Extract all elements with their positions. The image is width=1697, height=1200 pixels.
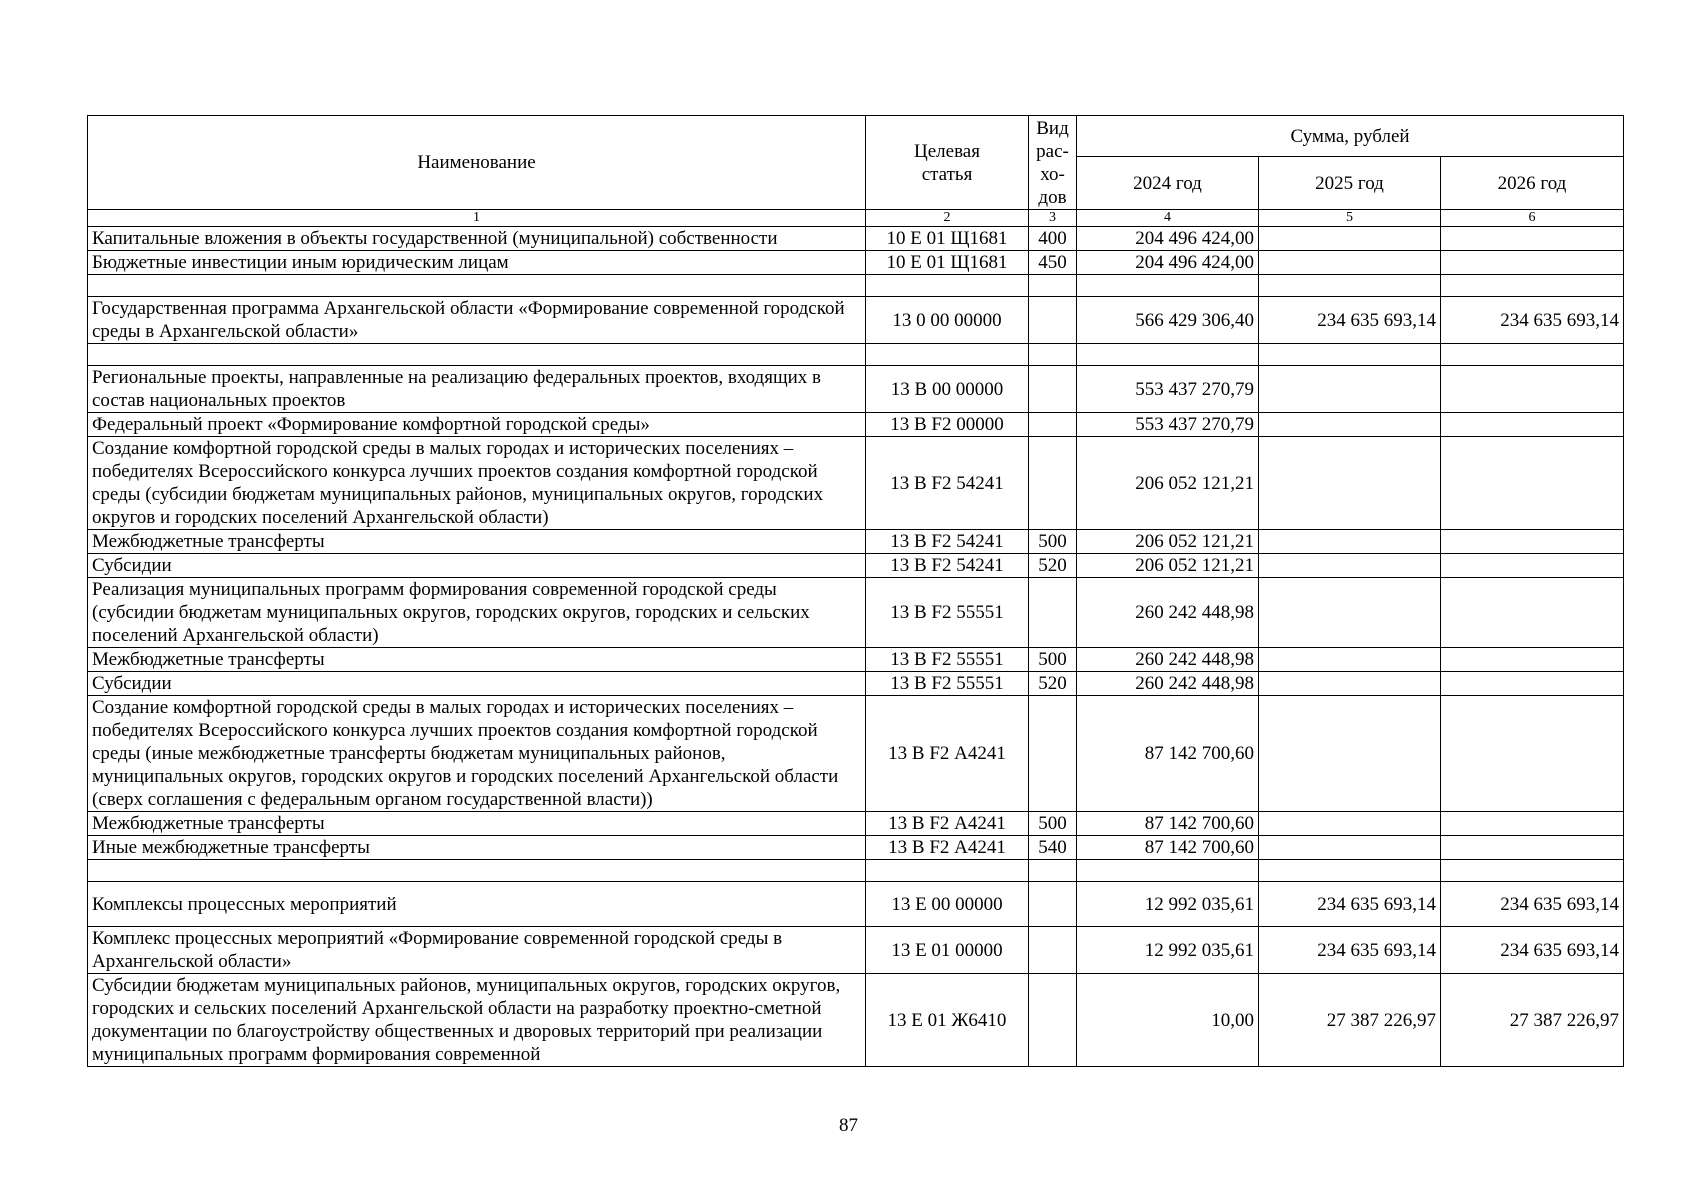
cell-expense-type [1029, 437, 1077, 530]
cell-sum-2026 [1441, 344, 1624, 366]
cell-sum-2025: 27 387 226,97 [1259, 974, 1441, 1067]
cell-sum-2026 [1441, 413, 1624, 437]
table-row [88, 648, 1624, 672]
cell-sum-2025 [1259, 648, 1441, 672]
cell-sum-2026 [1441, 227, 1624, 251]
cell-sum-2024: 204 496 424,00 [1077, 251, 1259, 275]
cell-sum-2025 [1259, 413, 1441, 437]
column-index-4: 4 [1077, 210, 1259, 227]
cell-sum-2024: 87 142 700,60 [1077, 836, 1259, 860]
cell-sum-2026 [1441, 275, 1624, 297]
cell-name: Комплекс процессных мероприятий «Формирование современной городской среды в Архангельской области» [88, 927, 866, 974]
cell-target-article: 13 В F2 55551 [866, 578, 1029, 648]
cell-name: Субсидии [88, 672, 866, 696]
cell-target-article: 13 В F2 55551 [866, 672, 1029, 696]
column-index-3: 3 [1029, 210, 1077, 227]
cell-sum-2024: 206 052 121,21 [1077, 437, 1259, 530]
cell-sum-2025 [1259, 860, 1441, 882]
cell-name: Капитальные вложения в объекты государственной (муниципальной) собственности [88, 227, 866, 251]
table-body [88, 227, 1624, 1067]
header-target-article-line1: Целевая [914, 140, 980, 162]
table-row [88, 696, 1624, 812]
cell-name: Субсидии бюджетам муниципальных районов, муниципальных округов, городских округов, городских и сельских поселений Архангельской области на разработку проектно-сметной документации по благоустройству общественных и дворовых территорий при реализации муниципальных программ формирования современной [88, 974, 866, 1067]
cell-target-article: 13 В F2 А4241 [866, 836, 1029, 860]
cell-expense-type: 520 [1029, 554, 1077, 578]
header-expense-type-line2: рас- [1036, 140, 1069, 162]
cell-sum-2024: 10,00 [1077, 974, 1259, 1067]
header-expense-type [1029, 116, 1077, 210]
column-index-2: 2 [866, 210, 1029, 227]
header-year-2025: 2025 год [1259, 157, 1441, 210]
cell-sum-2024 [1077, 275, 1259, 297]
cell-target-article: 13 В F2 00000 [866, 413, 1029, 437]
cell-sum-2024: 204 496 424,00 [1077, 227, 1259, 251]
cell-expense-type [1029, 696, 1077, 812]
cell-target-article: 13 В F2 55551 [866, 648, 1029, 672]
column-index-6: 6 [1441, 210, 1624, 227]
cell-name: Комплексы процессных мероприятий [88, 882, 866, 927]
cell-sum-2024: 87 142 700,60 [1077, 696, 1259, 812]
cell-sum-2026 [1441, 366, 1624, 413]
table-row [88, 530, 1624, 554]
cell-sum-2026: 234 635 693,14 [1441, 927, 1624, 974]
cell-sum-2024: 553 437 270,79 [1077, 413, 1259, 437]
cell-sum-2025 [1259, 696, 1441, 812]
column-index-5: 5 [1259, 210, 1441, 227]
cell-target-article: 10 Е 01 Щ1681 [866, 227, 1029, 251]
cell-sum-2024: 260 242 448,98 [1077, 648, 1259, 672]
cell-sum-2026 [1441, 578, 1624, 648]
table-row [88, 860, 1624, 882]
header-expense-type-line4: дов [1038, 186, 1067, 208]
cell-target-article: 10 Е 01 Щ1681 [866, 251, 1029, 275]
cell-sum-2026 [1441, 672, 1624, 696]
cell-name: Межбюджетные трансферты [88, 530, 866, 554]
cell-target-article [866, 275, 1029, 297]
table-header [88, 116, 1624, 227]
table-row [88, 882, 1624, 927]
cell-expense-type [1029, 413, 1077, 437]
cell-target-article: 13 Е 01 Ж6410 [866, 974, 1029, 1067]
table-row [88, 275, 1624, 297]
cell-expense-type [1029, 974, 1077, 1067]
cell-sum-2025 [1259, 227, 1441, 251]
cell-sum-2026 [1441, 860, 1624, 882]
table-row [88, 413, 1624, 437]
cell-expense-type: 500 [1029, 648, 1077, 672]
cell-expense-type: 500 [1029, 812, 1077, 836]
cell-sum-2026 [1441, 812, 1624, 836]
cell-target-article: 13 Е 01 00000 [866, 927, 1029, 974]
header-target-article [866, 116, 1029, 210]
cell-sum-2026 [1441, 836, 1624, 860]
cell-sum-2026: 234 635 693,14 [1441, 297, 1624, 344]
column-index-1: 1 [88, 210, 866, 227]
cell-sum-2025: 234 635 693,14 [1259, 297, 1441, 344]
column-index-row [88, 210, 1624, 227]
budget-table [87, 115, 1624, 1067]
cell-expense-type [1029, 275, 1077, 297]
cell-name: Создание комфортной городской среды в малых городах и исторических поселениях – победителях Всероссийского конкурса лучших проектов создания комфортной городской среды (иные межбюджетные трансферты бюджетам муниципальных районов, муниципальных округов, городских округов и городских поселений Архангельской области (сверх соглашения с федеральным органом государственной власти)) [88, 696, 866, 812]
cell-sum-2024: 553 437 270,79 [1077, 366, 1259, 413]
cell-sum-2025 [1259, 578, 1441, 648]
table-row [88, 554, 1624, 578]
cell-expense-type: 400 [1029, 227, 1077, 251]
cell-sum-2024: 12 992 035,61 [1077, 882, 1259, 927]
cell-sum-2026 [1441, 554, 1624, 578]
cell-name: Межбюджетные трансферты [88, 812, 866, 836]
table-row [88, 927, 1624, 974]
cell-target-article: 13 0 00 00000 [866, 297, 1029, 344]
cell-expense-type [1029, 366, 1077, 413]
cell-name: Создание комфортной городской среды в малых городах и исторических поселениях – победителях Всероссийского конкурса лучших проектов создания комфортной городской среды (субсидии бюджетам муниципальных районов, муниципальных округов, городских округов и городских поселений Архангельской области) [88, 437, 866, 530]
table-row [88, 974, 1624, 1067]
header-expense-type-line3: хо- [1040, 163, 1065, 185]
cell-sum-2025 [1259, 812, 1441, 836]
header-name: Наименование [88, 116, 866, 210]
cell-sum-2026 [1441, 648, 1624, 672]
cell-sum-2026 [1441, 251, 1624, 275]
cell-sum-2024: 260 242 448,98 [1077, 578, 1259, 648]
cell-sum-2025 [1259, 437, 1441, 530]
table-row [88, 251, 1624, 275]
cell-expense-type: 500 [1029, 530, 1077, 554]
cell-expense-type [1029, 578, 1077, 648]
cell-expense-type [1029, 927, 1077, 974]
cell-name [88, 344, 866, 366]
header-year-2026: 2026 год [1441, 157, 1624, 210]
cell-name: Бюджетные инвестиции иным юридическим лицам [88, 251, 866, 275]
cell-sum-2024 [1077, 344, 1259, 366]
table-row [88, 297, 1624, 344]
cell-expense-type: 540 [1029, 836, 1077, 860]
header-expense-type-line1: Вид [1036, 117, 1069, 139]
header-sum: Сумма, рублей [1077, 116, 1624, 157]
table-row [88, 366, 1624, 413]
cell-expense-type: 520 [1029, 672, 1077, 696]
cell-sum-2024: 206 052 121,21 [1077, 530, 1259, 554]
cell-target-article [866, 860, 1029, 882]
table-row [88, 812, 1624, 836]
table-row [88, 344, 1624, 366]
cell-sum-2025 [1259, 344, 1441, 366]
table-row [88, 227, 1624, 251]
header-year-2024: 2024 год [1077, 157, 1259, 210]
cell-sum-2025 [1259, 275, 1441, 297]
cell-sum-2024: 12 992 035,61 [1077, 927, 1259, 974]
cell-expense-type [1029, 297, 1077, 344]
cell-sum-2024: 566 429 306,40 [1077, 297, 1259, 344]
cell-name: Государственная программа Архангельской области «Формирование современной городской среды в Архангельской области» [88, 297, 866, 344]
cell-name: Региональные проекты, направленные на реализацию федеральных проектов, входящих в состав национальных проектов [88, 366, 866, 413]
table-row [88, 836, 1624, 860]
cell-name: Федеральный проект «Формирование комфортной городской среды» [88, 413, 866, 437]
cell-target-article: 13 В F2 А4241 [866, 696, 1029, 812]
cell-sum-2024 [1077, 860, 1259, 882]
cell-sum-2025 [1259, 251, 1441, 275]
cell-expense-type [1029, 882, 1077, 927]
cell-sum-2025 [1259, 836, 1441, 860]
cell-sum-2026 [1441, 437, 1624, 530]
cell-sum-2026: 27 387 226,97 [1441, 974, 1624, 1067]
cell-expense-type [1029, 860, 1077, 882]
cell-sum-2026 [1441, 696, 1624, 812]
cell-sum-2024: 260 242 448,98 [1077, 672, 1259, 696]
table-row [88, 578, 1624, 648]
cell-target-article: 13 В F2 А4241 [866, 812, 1029, 836]
cell-expense-type [1029, 344, 1077, 366]
cell-sum-2024: 87 142 700,60 [1077, 812, 1259, 836]
cell-target-article: 13 В F2 54241 [866, 530, 1029, 554]
cell-expense-type: 450 [1029, 251, 1077, 275]
header-target-article-line2: статья [921, 163, 973, 185]
cell-sum-2024: 206 052 121,21 [1077, 554, 1259, 578]
cell-target-article: 13 Е 00 00000 [866, 882, 1029, 927]
cell-sum-2025: 234 635 693,14 [1259, 927, 1441, 974]
page-number: 87 [839, 1115, 858, 1136]
cell-sum-2025: 234 635 693,14 [1259, 882, 1441, 927]
cell-target-article: 13 В 00 00000 [866, 366, 1029, 413]
cell-sum-2025 [1259, 530, 1441, 554]
cell-name [88, 275, 866, 297]
cell-name: Иные межбюджетные трансферты [88, 836, 866, 860]
cell-name: Субсидии [88, 554, 866, 578]
cell-sum-2026 [1441, 530, 1624, 554]
cell-name [88, 860, 866, 882]
cell-target-article: 13 В F2 54241 [866, 554, 1029, 578]
cell-target-article: 13 В F2 54241 [866, 437, 1029, 530]
table-row [88, 437, 1624, 530]
cell-sum-2025 [1259, 366, 1441, 413]
cell-sum-2026: 234 635 693,14 [1441, 882, 1624, 927]
table-row [88, 672, 1624, 696]
cell-sum-2025 [1259, 672, 1441, 696]
cell-name: Реализация муниципальных программ формирования современной городской среды (субсидии бюджетам муниципальных округов, городских округов, городских и сельских поселений Архангельской области) [88, 578, 866, 648]
cell-name: Межбюджетные трансферты [88, 648, 866, 672]
cell-target-article [866, 344, 1029, 366]
cell-sum-2025 [1259, 554, 1441, 578]
